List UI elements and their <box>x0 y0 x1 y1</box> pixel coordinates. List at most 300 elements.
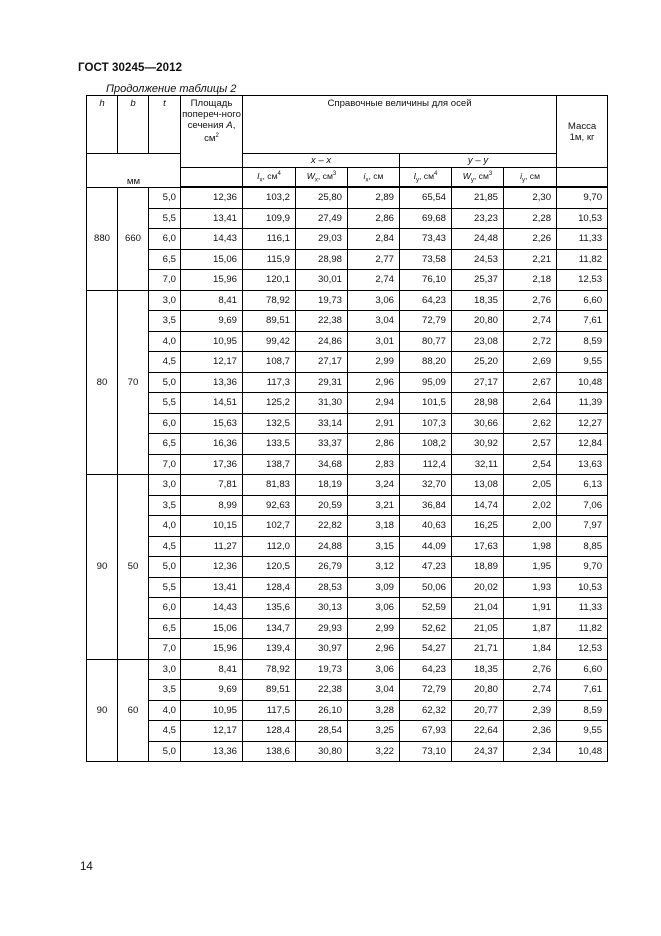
cell-wx: 30,80 <box>296 741 348 762</box>
cell-ix-radius: 2,99 <box>348 618 400 639</box>
cell-wx: 20,59 <box>296 495 348 516</box>
cell-area: 10,95 <box>181 331 243 352</box>
cell-wx: 28,98 <box>296 249 348 270</box>
cell-mass: 11,33 <box>557 229 608 250</box>
cell-area: 15,96 <box>181 270 243 291</box>
cell-iy: 50,06 <box>400 577 452 598</box>
cell-h: 80 <box>87 290 118 475</box>
cell-mass: 6,60 <box>557 290 608 311</box>
cell-iy: 44,09 <box>400 536 452 557</box>
cell-t: 3,0 <box>149 290 181 311</box>
cell-t: 6,5 <box>149 249 181 270</box>
cell-mass: 6,60 <box>557 659 608 680</box>
cell-ix: 138,6 <box>243 741 296 762</box>
cell-iy: 62,32 <box>400 700 452 721</box>
cell-wy: 32,11 <box>452 454 504 475</box>
cell-ix-radius: 3,25 <box>348 721 400 742</box>
cell-wy: 16,25 <box>452 516 504 537</box>
cell-b: 50 <box>118 475 149 660</box>
cell-wy: 22,64 <box>452 721 504 742</box>
table-row <box>87 557 608 578</box>
cell-t: 3,0 <box>149 659 181 680</box>
cell-ix-radius: 3,09 <box>348 577 400 598</box>
cell-mass: 9,70 <box>557 187 608 208</box>
cell-wy: 24,48 <box>452 229 504 250</box>
cell-ix-radius: 3,22 <box>348 741 400 762</box>
cell-ix: 139,4 <box>243 639 296 660</box>
cell-mass: 9,55 <box>557 352 608 373</box>
header-ix: $I_x$, $см^4$ <box>243 168 296 188</box>
cell-wx: 28,53 <box>296 577 348 598</box>
cell-iy-radius: 2,64 <box>504 393 557 414</box>
cell-mass: 10,53 <box>557 577 608 598</box>
cell-h: 880 <box>87 187 118 290</box>
cell-mass: 7,97 <box>557 516 608 537</box>
cell-b: 660 <box>118 187 149 290</box>
cell-area: 10,95 <box>181 700 243 721</box>
cell-iy: 80,77 <box>400 331 452 352</box>
cell-iy: 73,58 <box>400 249 452 270</box>
cell-wy: 25,37 <box>452 270 504 291</box>
cell-ix: 133,5 <box>243 434 296 455</box>
cell-iy: 72,79 <box>400 311 452 332</box>
cell-t: 5,0 <box>149 741 181 762</box>
table-row <box>87 598 608 619</box>
cell-ix-radius: 3,04 <box>348 680 400 701</box>
cell-iy: 76,10 <box>400 270 452 291</box>
cell-ix: 81,83 <box>243 475 296 496</box>
cell-area: 7,81 <box>181 475 243 496</box>
cell-iy-radius: 2,69 <box>504 352 557 373</box>
cell-iy: 108,2 <box>400 434 452 455</box>
cell-wy: 17,63 <box>452 536 504 557</box>
cell-ix-radius: 3,24 <box>348 475 400 496</box>
cell-t: 5,5 <box>149 393 181 414</box>
table-row <box>87 721 608 742</box>
cell-iy-radius: 1,93 <box>504 577 557 598</box>
cell-ix-radius: 2,83 <box>348 454 400 475</box>
cell-wx: 34,68 <box>296 454 348 475</box>
cell-iy-radius: 2,05 <box>504 475 557 496</box>
cell-wy: 24,37 <box>452 741 504 762</box>
cell-iy-radius: 2,30 <box>504 187 557 208</box>
header-t: t <box>149 96 181 154</box>
table-row <box>87 454 608 475</box>
header-ix-radius: $i_x$, см <box>348 168 400 188</box>
cell-wy: 18,35 <box>452 659 504 680</box>
cell-t: 6,5 <box>149 434 181 455</box>
header-b: b <box>118 96 149 154</box>
cell-mass: 11,82 <box>557 249 608 270</box>
cell-wx: 30,01 <box>296 270 348 291</box>
cell-ix: 132,5 <box>243 413 296 434</box>
cell-iy-radius: 2,39 <box>504 700 557 721</box>
cell-ix: 112,0 <box>243 536 296 557</box>
table-row <box>87 475 608 496</box>
cell-iy-radius: 2,00 <box>504 516 557 537</box>
cell-iy-radius: 2,02 <box>504 495 557 516</box>
cell-wx: 27,49 <box>296 208 348 229</box>
cell-area: 17,36 <box>181 454 243 475</box>
cell-mass: 9,55 <box>557 721 608 742</box>
cell-wy: 24,53 <box>452 249 504 270</box>
cell-t: 4,5 <box>149 536 181 557</box>
cell-t: 7,0 <box>149 270 181 291</box>
cell-wy: 20,77 <box>452 700 504 721</box>
cell-t: 6,0 <box>149 598 181 619</box>
cell-t: 7,0 <box>149 639 181 660</box>
cell-ix-radius: 3,06 <box>348 598 400 619</box>
table-row <box>87 249 608 270</box>
cell-wx: 26,79 <box>296 557 348 578</box>
cell-mass: 8,85 <box>557 536 608 557</box>
cell-iy: 65,54 <box>400 187 452 208</box>
cell-ix: 125,2 <box>243 393 296 414</box>
table-row <box>87 434 608 455</box>
table-row <box>87 741 608 762</box>
cell-wy: 23,23 <box>452 208 504 229</box>
cell-ix: 128,4 <box>243 577 296 598</box>
table-row <box>87 639 608 660</box>
cell-mass: 12,53 <box>557 270 608 291</box>
cell-ix: 99,42 <box>243 331 296 352</box>
cell-mass: 9,70 <box>557 557 608 578</box>
cell-mass: 12,27 <box>557 413 608 434</box>
cell-iy-radius: 1,87 <box>504 618 557 639</box>
cell-ix-radius: 2,89 <box>348 187 400 208</box>
cell-iy-radius: 2,74 <box>504 680 557 701</box>
cell-ix-radius: 3,28 <box>348 700 400 721</box>
cell-iy: 32,70 <box>400 475 452 496</box>
cell-wy: 18,89 <box>452 557 504 578</box>
cell-iy-radius: 1,91 <box>504 598 557 619</box>
header-h: h <box>87 96 118 154</box>
page-number: 14 <box>80 861 93 873</box>
cell-t: 4,0 <box>149 516 181 537</box>
cell-wx: 29,93 <box>296 618 348 639</box>
cell-wy: 30,92 <box>452 434 504 455</box>
cell-iy: 52,62 <box>400 618 452 639</box>
cell-ix-radius: 3,21 <box>348 495 400 516</box>
table-caption: Продолжение таблицы 2 <box>106 83 237 95</box>
cell-ix-radius: 2,96 <box>348 372 400 393</box>
cell-iy-radius: 2,74 <box>504 311 557 332</box>
cell-ix: 102,7 <box>243 516 296 537</box>
cell-area: 13,41 <box>181 577 243 598</box>
cell-iy: 52,59 <box>400 598 452 619</box>
cell-t: 5,5 <box>149 577 181 598</box>
cell-ix: 120,5 <box>243 557 296 578</box>
cell-iy: 69,68 <box>400 208 452 229</box>
cell-iy-radius: 2,76 <box>504 659 557 680</box>
cell-iy: 64,23 <box>400 290 452 311</box>
cell-wy: 20,80 <box>452 680 504 701</box>
cell-t: 7,0 <box>149 454 181 475</box>
cell-iy-radius: 2,34 <box>504 741 557 762</box>
cell-wx: 25,80 <box>296 187 348 208</box>
cell-iy: 101,5 <box>400 393 452 414</box>
cell-area: 8,99 <box>181 495 243 516</box>
cell-ix: 78,92 <box>243 290 296 311</box>
table-row <box>87 618 608 639</box>
cell-iy: 64,23 <box>400 659 452 680</box>
cell-ix: 103,2 <box>243 187 296 208</box>
cell-iy-radius: 2,67 <box>504 372 557 393</box>
cell-ix: 134,7 <box>243 618 296 639</box>
cell-area: 15,06 <box>181 249 243 270</box>
cell-wx: 33,14 <box>296 413 348 434</box>
table-row <box>87 352 608 373</box>
cell-wy: 25,20 <box>452 352 504 373</box>
cell-wx: 24,88 <box>296 536 348 557</box>
cell-wx: 19,73 <box>296 659 348 680</box>
cell-iy: 72,79 <box>400 680 452 701</box>
table-header <box>87 96 608 188</box>
cell-ix: 117,5 <box>243 700 296 721</box>
cell-b: 60 <box>118 659 149 762</box>
header-area <box>181 96 243 168</box>
cell-t: 5,5 <box>149 208 181 229</box>
cell-wx: 33,37 <box>296 434 348 455</box>
cell-area: 15,63 <box>181 413 243 434</box>
axis-yy-label: y – y <box>467 155 489 166</box>
cell-area: 12,36 <box>181 187 243 208</box>
header-wx: $W_x$, $см^3$ <box>296 168 348 188</box>
cell-iy: 73,10 <box>400 741 452 762</box>
cell-ix: 78,92 <box>243 659 296 680</box>
cell-t: 3,0 <box>149 475 181 496</box>
cell-ix-radius: 3,12 <box>348 557 400 578</box>
cell-b: 70 <box>118 290 149 475</box>
cell-mass: 10,48 <box>557 372 608 393</box>
cell-area: 12,17 <box>181 352 243 373</box>
cell-area: 9,69 <box>181 311 243 332</box>
cell-iy-radius: 1,95 <box>504 557 557 578</box>
cell-iy-radius: 1,84 <box>504 639 557 660</box>
cell-ix: 108,7 <box>243 352 296 373</box>
cell-area: 8,41 <box>181 290 243 311</box>
cell-t: 6,5 <box>149 618 181 639</box>
cell-mass: 7,61 <box>557 311 608 332</box>
table-row <box>87 536 608 557</box>
axis-xx-label: x – x <box>310 155 332 166</box>
table-row <box>87 229 608 250</box>
cell-area: 11,27 <box>181 536 243 557</box>
table-row <box>87 372 608 393</box>
cell-ix: 117,3 <box>243 372 296 393</box>
cell-wx: 30,13 <box>296 598 348 619</box>
cell-area: 13,36 <box>181 741 243 762</box>
cell-ix-radius: 2,99 <box>348 352 400 373</box>
cell-ix: 128,4 <box>243 721 296 742</box>
header-area-text: Площадь попереч-ного сечения A, $см^2$ <box>182 98 241 144</box>
cell-mass: 8,59 <box>557 700 608 721</box>
cell-wx: 29,03 <box>296 229 348 250</box>
cell-t: 5,0 <box>149 372 181 393</box>
cell-ix: 138,7 <box>243 454 296 475</box>
cell-wy: 21,85 <box>452 187 504 208</box>
header-area-blank <box>181 168 243 188</box>
cell-area: 14,43 <box>181 229 243 250</box>
cell-wx: 22,82 <box>296 516 348 537</box>
cell-t: 6,0 <box>149 229 181 250</box>
cell-ix-radius: 3,04 <box>348 311 400 332</box>
cell-iy: 88,20 <box>400 352 452 373</box>
cell-ix: 92,63 <box>243 495 296 516</box>
cell-ix-radius: 3,06 <box>348 659 400 680</box>
header-mass <box>557 96 608 168</box>
header-axis-yy <box>400 154 557 168</box>
table-row <box>87 659 608 680</box>
cell-area: 12,36 <box>181 557 243 578</box>
cell-t: 4,5 <box>149 352 181 373</box>
cell-area: 15,06 <box>181 618 243 639</box>
cell-iy-radius: 2,54 <box>504 454 557 475</box>
cell-ix: 109,9 <box>243 208 296 229</box>
cell-wx: 22,38 <box>296 680 348 701</box>
cell-t: 4,0 <box>149 331 181 352</box>
cell-mass: 10,48 <box>557 741 608 762</box>
cell-iy: 40,63 <box>400 516 452 537</box>
cell-area: 15,96 <box>181 639 243 660</box>
cell-wy: 21,05 <box>452 618 504 639</box>
table-body <box>87 187 608 762</box>
cell-iy-radius: 2,18 <box>504 270 557 291</box>
cell-area: 13,41 <box>181 208 243 229</box>
table-row <box>87 290 608 311</box>
cell-wx: 29,31 <box>296 372 348 393</box>
cell-iy: 47,23 <box>400 557 452 578</box>
cell-ix-radius: 2,96 <box>348 639 400 660</box>
cell-wy: 20,80 <box>452 311 504 332</box>
cell-area: 13,36 <box>181 372 243 393</box>
cell-wx: 31,30 <box>296 393 348 414</box>
cell-mass: 11,82 <box>557 618 608 639</box>
cell-wx: 28,54 <box>296 721 348 742</box>
header-axis-xx <box>243 154 400 168</box>
table-row <box>87 680 608 701</box>
cell-wx: 22,38 <box>296 311 348 332</box>
cell-ix-radius: 2,86 <box>348 434 400 455</box>
cell-iy-radius: 1,98 <box>504 536 557 557</box>
cell-ix-radius: 2,94 <box>348 393 400 414</box>
cell-iy: 73,43 <box>400 229 452 250</box>
cell-mass: 13,63 <box>557 454 608 475</box>
cell-h: 90 <box>87 659 118 762</box>
cell-iy-radius: 2,36 <box>504 721 557 742</box>
header-reference-values: Справочные величины для осей <box>243 96 557 154</box>
cell-wy: 23,08 <box>452 331 504 352</box>
cell-area: 10,15 <box>181 516 243 537</box>
document-title: ГОСТ 30245—2012 <box>78 62 183 74</box>
cell-wy: 27,17 <box>452 372 504 393</box>
table-row <box>87 270 608 291</box>
cell-iy: 112,4 <box>400 454 452 475</box>
cell-ix-radius: 2,86 <box>348 208 400 229</box>
cell-wx: 24,86 <box>296 331 348 352</box>
cell-t: 3,5 <box>149 495 181 516</box>
cell-t: 6,0 <box>149 413 181 434</box>
cell-wx: 26,10 <box>296 700 348 721</box>
cell-iy-radius: 2,28 <box>504 208 557 229</box>
cell-ix: 115,9 <box>243 249 296 270</box>
cell-mass: 12,84 <box>557 434 608 455</box>
cell-mass: 7,61 <box>557 680 608 701</box>
cell-mass: 7,06 <box>557 495 608 516</box>
cell-wy: 28,98 <box>452 393 504 414</box>
cell-ix: 120,1 <box>243 270 296 291</box>
cell-ix: 135,6 <box>243 598 296 619</box>
cell-ix-radius: 2,84 <box>348 229 400 250</box>
cell-ix-radius: 2,91 <box>348 413 400 434</box>
cell-ix-radius: 3,06 <box>348 290 400 311</box>
cell-wy: 14,74 <box>452 495 504 516</box>
header-mm: мм <box>87 154 181 188</box>
cell-t: 5,0 <box>149 557 181 578</box>
table-row <box>87 495 608 516</box>
cell-area: 16,36 <box>181 434 243 455</box>
cell-iy-radius: 2,26 <box>504 229 557 250</box>
table-row <box>87 311 608 332</box>
cell-iy-radius: 2,72 <box>504 331 557 352</box>
cell-mass: 8,59 <box>557 331 608 352</box>
cell-ix-radius: 3,01 <box>348 331 400 352</box>
cell-area: 9,69 <box>181 680 243 701</box>
table-row <box>87 331 608 352</box>
cell-iy-radius: 2,76 <box>504 290 557 311</box>
table-row <box>87 393 608 414</box>
cell-t: 4,5 <box>149 721 181 742</box>
cell-t: 4,0 <box>149 700 181 721</box>
cell-iy-radius: 2,62 <box>504 413 557 434</box>
cell-area: 14,51 <box>181 393 243 414</box>
header-mass-blank <box>557 168 608 188</box>
cell-t: 5,0 <box>149 187 181 208</box>
section-properties-table <box>86 95 608 762</box>
cell-wx: 30,97 <box>296 639 348 660</box>
header-wy: $W_y$, $см^3$ <box>452 168 504 188</box>
cell-mass: 6,13 <box>557 475 608 496</box>
cell-wy: 18,35 <box>452 290 504 311</box>
table-row <box>87 700 608 721</box>
cell-ix: 116,1 <box>243 229 296 250</box>
table-row <box>87 577 608 598</box>
cell-ix-radius: 3,15 <box>348 536 400 557</box>
cell-mass: 12,53 <box>557 639 608 660</box>
cell-mass: 10,53 <box>557 208 608 229</box>
cell-wx: 27,17 <box>296 352 348 373</box>
cell-h: 90 <box>87 475 118 660</box>
header-iy: $I_y$, $см^4$ <box>400 168 452 188</box>
table-row <box>87 413 608 434</box>
table-row <box>87 516 608 537</box>
cell-wy: 30,66 <box>452 413 504 434</box>
cell-area: 14,43 <box>181 598 243 619</box>
table-row <box>87 187 608 208</box>
cell-t: 3,5 <box>149 680 181 701</box>
cell-iy-radius: 2,57 <box>504 434 557 455</box>
cell-mass: 11,39 <box>557 393 608 414</box>
cell-wx: 18,19 <box>296 475 348 496</box>
cell-wx: 19,73 <box>296 290 348 311</box>
cell-ix-radius: 2,74 <box>348 270 400 291</box>
cell-iy-radius: 2,21 <box>504 249 557 270</box>
cell-ix-radius: 3,18 <box>348 516 400 537</box>
cell-ix-radius: 2,77 <box>348 249 400 270</box>
cell-area: 12,17 <box>181 721 243 742</box>
cell-wy: 13,08 <box>452 475 504 496</box>
cell-mass: 11,33 <box>557 598 608 619</box>
